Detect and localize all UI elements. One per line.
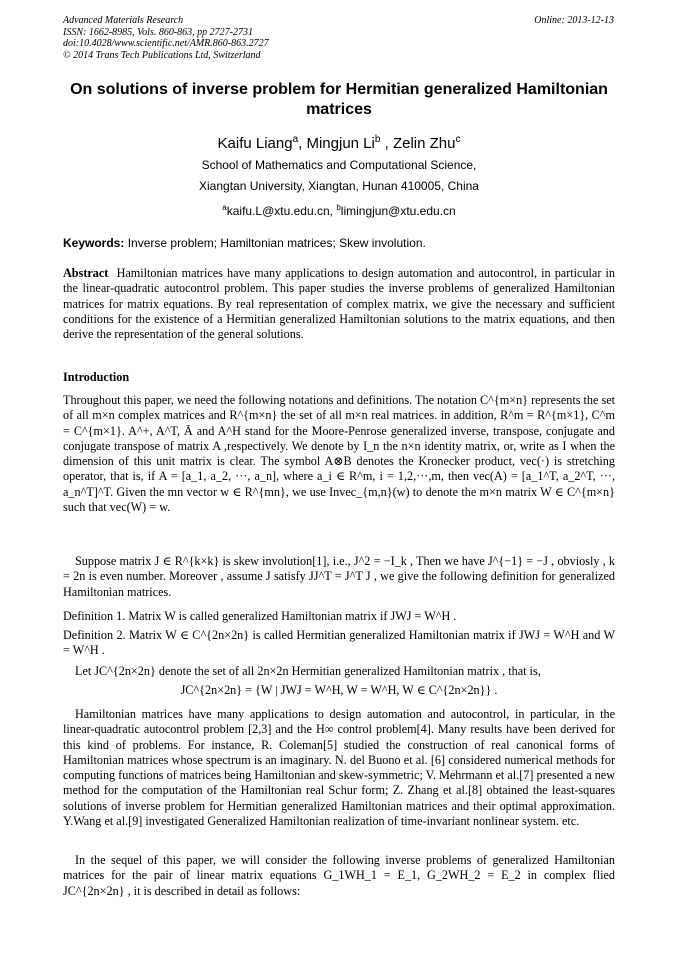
copyright-line: © 2014 Trans Tech Publications Ltd, Switzerland xyxy=(63,49,261,61)
abstract-label: Abstract xyxy=(63,266,109,280)
author-name: Mingjun Li xyxy=(306,135,375,152)
intro-paragraph: Let JC^{2n×2n} denote the set of all 2n×2n Hermitian generalized Hamiltonian matrix , that is, xyxy=(75,664,541,678)
affiliation-line: Xiangtan University, Xiangtan, Hunan 410005, China xyxy=(199,179,479,193)
author-mark: a xyxy=(292,134,299,145)
paper-title: On solutions of inverse problem for Hermitian generalized Hamiltonian matrices xyxy=(70,81,608,118)
author-name: Zelin Zhu xyxy=(392,135,456,152)
author-emails xyxy=(63,200,615,219)
email-link[interactable]: kaifu.L@xtu.edu.cn, xyxy=(226,204,333,218)
definition-1: Definition 1. Matrix W is called generalized Hamiltonian matrix if JWJ = W^H . xyxy=(63,609,457,623)
author-name: Kaifu Liang xyxy=(217,135,293,152)
keywords-text: Inverse problem; Hamiltonian matrices; Skew involution. xyxy=(127,236,426,250)
intro-paragraph: In the sequel of this paper, we will consider the following inverse problems of generalized Hamiltonian matrices for the pair of linear matrix equations G_1WH_1 = E_1, G_2WH_2 = E_2 in complex flied JC^{2n×2n} , it is described in detail as follows: xyxy=(63,853,615,898)
email-mark: b xyxy=(336,203,341,212)
abstract xyxy=(63,266,615,342)
author-mark: b xyxy=(374,134,381,145)
online-date: Online: 2013-12-13 xyxy=(534,15,614,26)
set-definition: JC^{2n×2n} = {W | JWJ = W^H, W = W^H, W ∈ C^{2n×2n}} . xyxy=(180,683,498,697)
author-list: Kaifu Liang$^a$, Mingjun Li$^b$ , Zelin Zhu$^c$ xyxy=(217,134,461,152)
intro-paragraph: Suppose matrix J ∈ R^{k×k} is skew involution[1], i.e., J^2 = −I_k , Then we have J^{−1} = −J , obviosly , k = 2n is even number. Moreover , assume J satisfy JJ^T = J^T J , we give the following definition for generalized Hamiltonian matrices. xyxy=(63,554,615,599)
intro-paragraph: Hamiltonian matrices have many applications to design automation and autocontrol, in particular, in the linear-quadratic autocontrol problem [2,3] and the H∞ control problem[4]. Many results have been derived for this kind of problems. For instance, R. Coleman[5] studied the construction of real canonical forms of Hamiltonian matrices whose spectrum is an imaginary. N. del Buono et al. [6] considered numerical methods for computing functions of matrices being Hamiltonian and skew-symmetric; V. Mehrmann et al.[7] presented a new method for the computation of the Hamiltonian real Schur form; Z. Zhang et al.[8] obtained the least-squares solutions of inverse problem for Hermitian generalized Hamiltonian matrices and their optimal approximation. Y.Wang et al.[9] investigated Generalized Hamiltonian realization of time-invariant nonlinear system. etc. xyxy=(63,707,615,829)
definition-2: Definition 2. Matrix W ∈ C^{2n×2n} is called Hermitian generalized Hamiltonian matrix if JWJ = W^H and W = W^H . xyxy=(63,628,615,658)
intro-paragraph: Throughout this paper, we need the following notations and definitions. The notation C^{m×n} represents the set of all m×n complex matrices and R^{m×n} the set of all m×n real matrices. in addition, R^m = R^{m×1}, C^m = C^{m×1}. A^+, A^T, Ā and A^H stand for the Moore-Penrose generalized inverse, transpose, conjugate and conjugate transpose of matrix A ,respectively. We denote by I_n the n×n identity matrix, or, write as I when the dimension of this unit matrix is clear. The symbol A⊗B denotes the Kronecker product, vec(·) is stretching operator, that is, if A = [a_1, a_2, ···, a_n], where a_i ∈ R^m, i = 1,2,···,m, then vec(A) = [a_1^T, a_2^T, ···, a_n^T]^T. Given the mn vector w ∈ R^{mn}, we use Invec_{m,n}(w) to denote the m×n matrix W ∈ C^{m×n} such that vec(W) = w. xyxy=(63,393,615,515)
abstract-text: Hamiltonian matrices have many applications to design automation and autocontrol, in particular in the linear-quadratic autocontrol problem. This paper studies the inverse problems of generalized Hamiltonian matrices for matrix equations. By real representation of complex matrix, we give the necessary and sufficient conditions for the existence of a Hermitian generalized Hamiltonian solutions to the matrix equations, and then derive the representation of the general solutions. xyxy=(63,266,615,342)
doi-line: doi:10.4028/www.scientific.net/AMR.860-863.2727 xyxy=(63,38,269,49)
section-heading: Introduction xyxy=(63,370,130,384)
issn-line: ISSN: 1662-8985, Vols. 860-863, pp 2727-2731 xyxy=(63,26,253,38)
journal-name: Advanced Materials Research xyxy=(63,15,184,26)
affiliation-line: School of Mathematics and Computational Science, xyxy=(201,158,477,172)
author-mark: c xyxy=(455,134,461,145)
email-mark: a xyxy=(222,203,227,212)
email-link[interactable]: limingjun@xtu.edu.cn xyxy=(340,204,456,218)
keywords xyxy=(63,236,615,251)
keywords-label: Keywords: xyxy=(63,236,125,250)
journal-header xyxy=(63,15,269,61)
